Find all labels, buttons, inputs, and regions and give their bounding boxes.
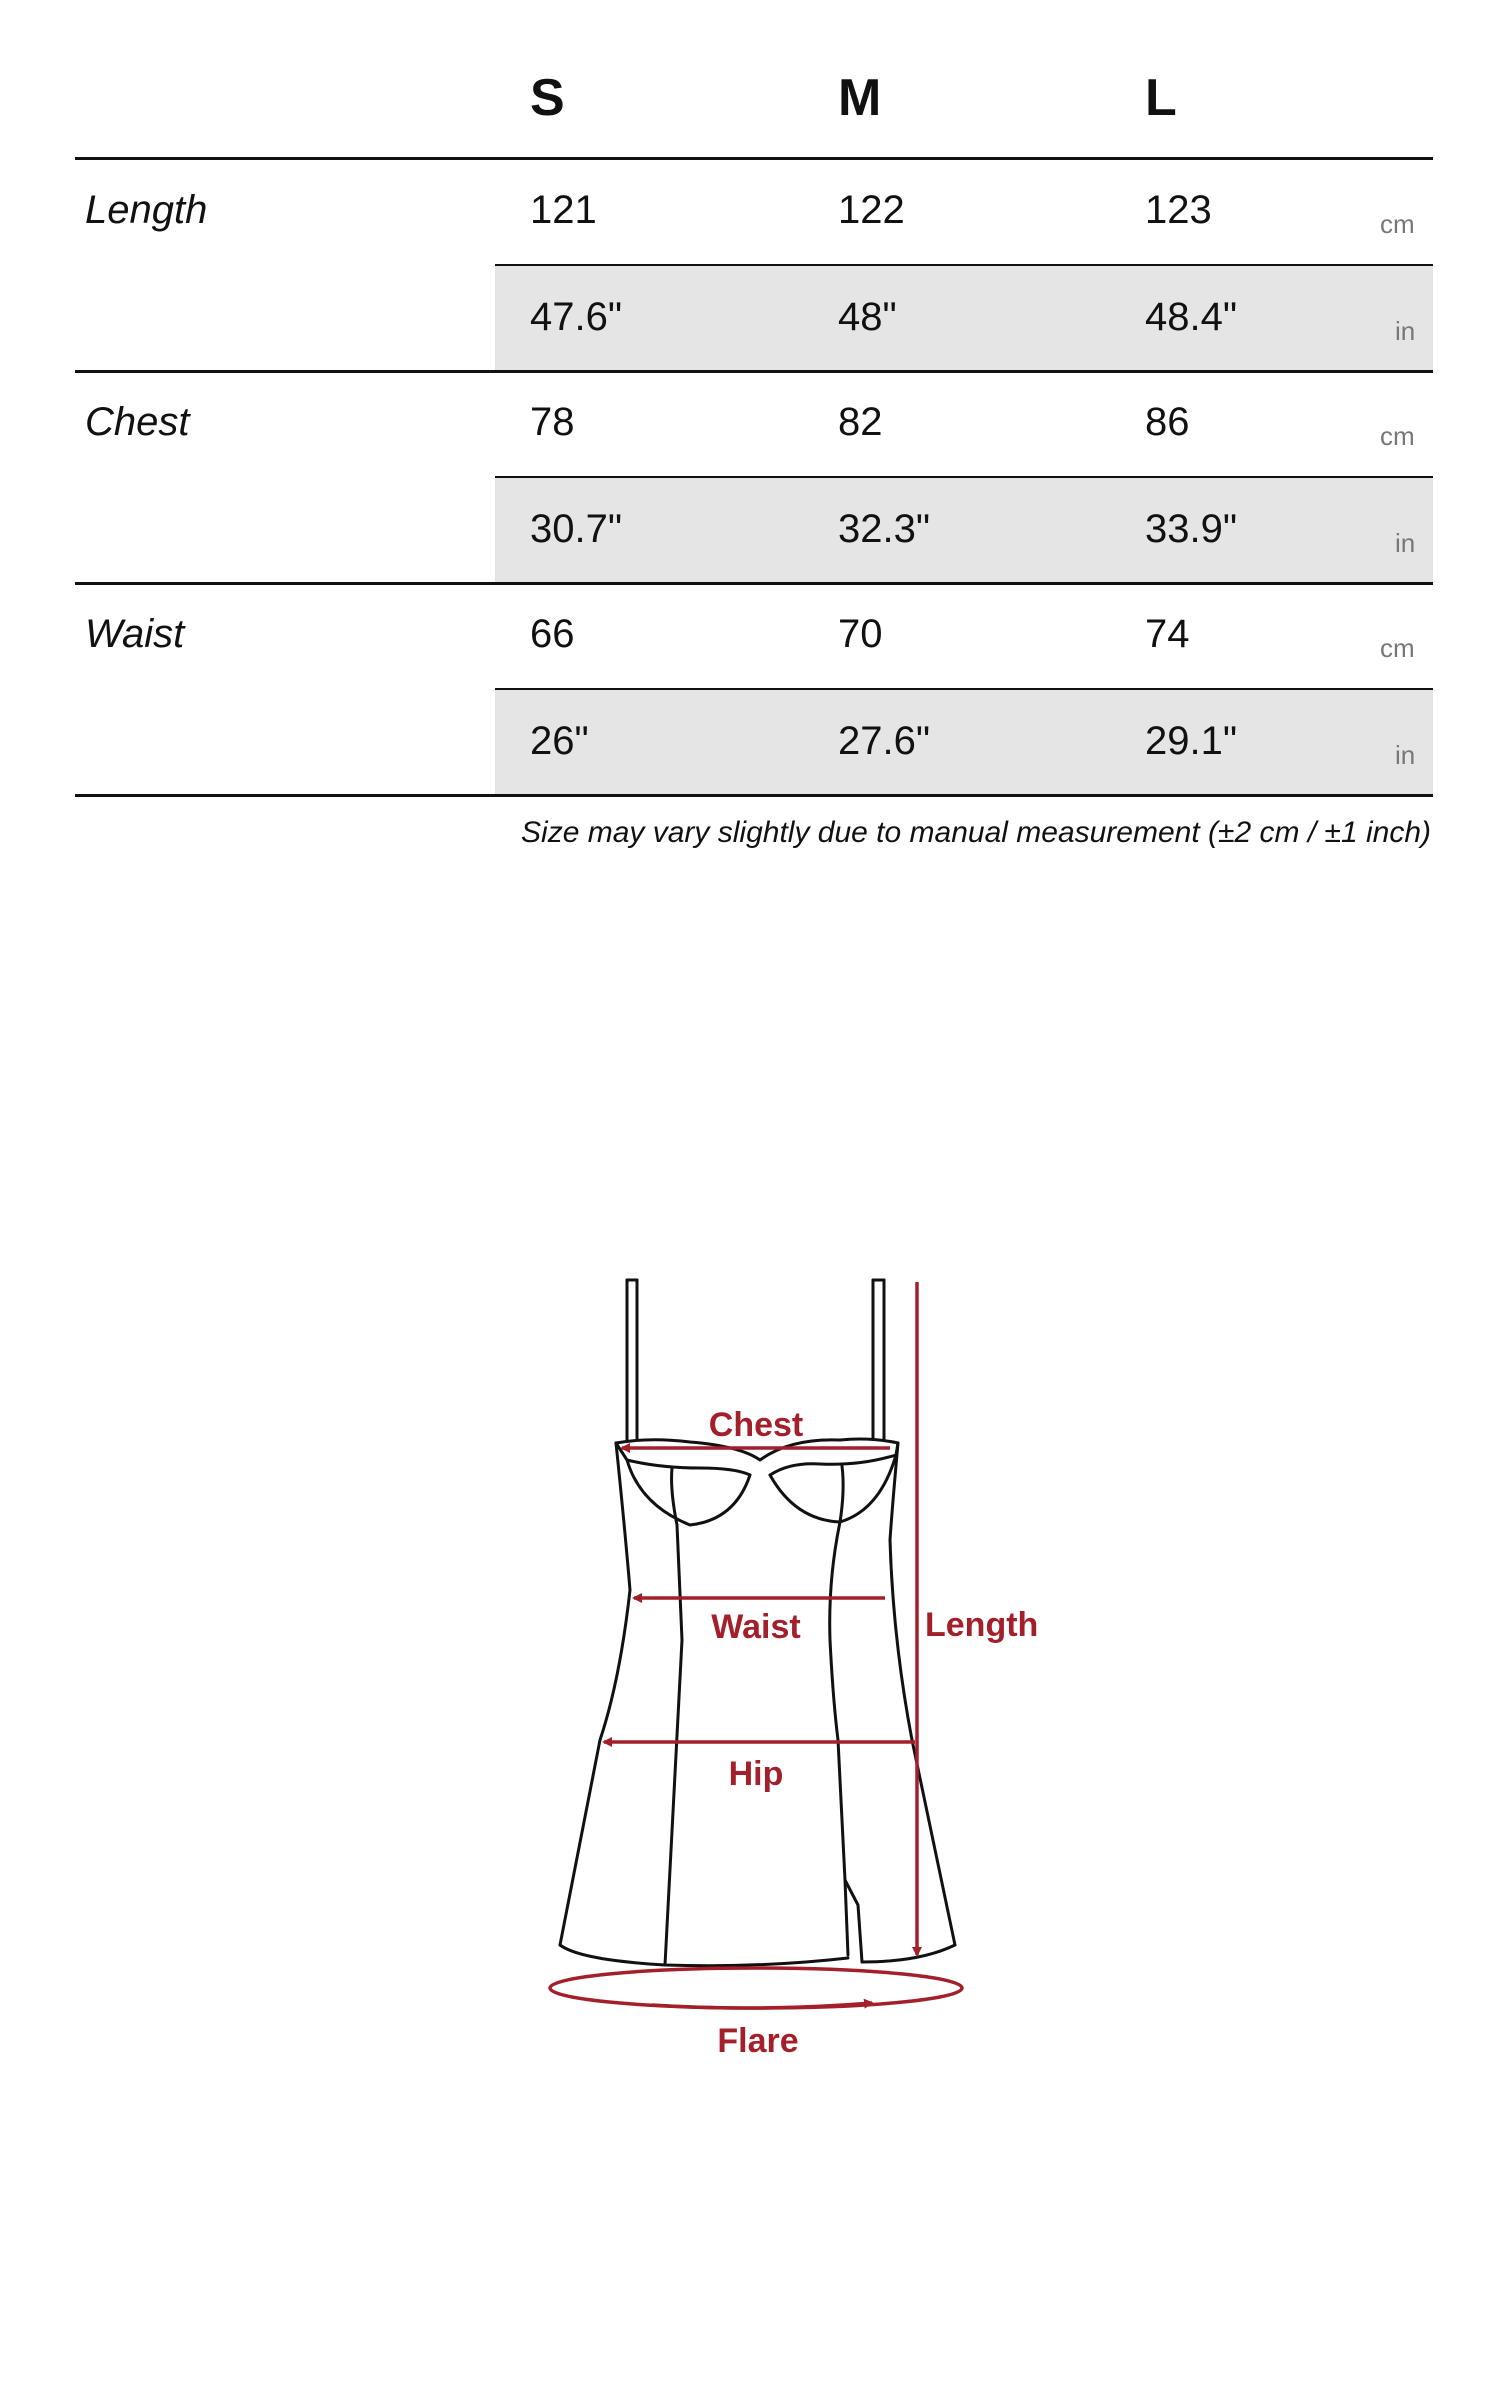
table-cell: 82 bbox=[838, 400, 883, 444]
table-cell: 48" bbox=[838, 295, 897, 339]
table-cell: 121 bbox=[530, 188, 597, 232]
table-cell: 86 bbox=[1145, 400, 1190, 444]
table-cell: 78 bbox=[530, 400, 575, 444]
diagram-label-hip: Hip bbox=[728, 1755, 784, 1793]
measurement-note: Size may vary slightly due to manual measurement (±2 cm / ±1 inch) bbox=[521, 816, 1431, 849]
table-cell: 48.4" bbox=[1145, 295, 1238, 339]
table-cell: 123 bbox=[1145, 188, 1212, 232]
diagram-label-chest: Chest bbox=[708, 1406, 804, 1444]
flare-ellipse bbox=[550, 1968, 962, 2008]
diagram-label-flare: Flare bbox=[717, 2022, 799, 2060]
table-cell: 74 bbox=[1145, 612, 1190, 656]
unit-label: cm bbox=[1380, 633, 1415, 663]
unit-label: in bbox=[1395, 316, 1416, 346]
measure-label-chest: Chest bbox=[85, 400, 190, 444]
diagram-label-length: Length bbox=[925, 1606, 1039, 1644]
table-cell: 27.6" bbox=[838, 719, 931, 763]
unit-label: in bbox=[1395, 528, 1416, 558]
diagram-label-waist: Waist bbox=[711, 1608, 801, 1646]
table-cell: 70 bbox=[838, 612, 883, 656]
table-cell: 66 bbox=[530, 612, 575, 656]
table-cell: 30.7" bbox=[530, 507, 623, 551]
measure-label-waist: Waist bbox=[85, 612, 185, 656]
table-cell: 33.9" bbox=[1145, 507, 1238, 551]
size-header-s: S bbox=[530, 69, 565, 127]
unit-label: cm bbox=[1380, 209, 1415, 239]
size-header-m: M bbox=[838, 69, 882, 127]
table-cell: 122 bbox=[838, 188, 905, 232]
measure-label-length: Length bbox=[85, 188, 208, 232]
unit-label: cm bbox=[1380, 421, 1415, 451]
table-cell: 29.1" bbox=[1145, 719, 1238, 763]
unit-label: in bbox=[1395, 740, 1416, 770]
table-cell: 32.3" bbox=[838, 507, 931, 551]
size-header-l: L bbox=[1145, 69, 1177, 127]
table-cell: 47.6" bbox=[530, 295, 623, 339]
table-cell: 26" bbox=[530, 719, 589, 763]
